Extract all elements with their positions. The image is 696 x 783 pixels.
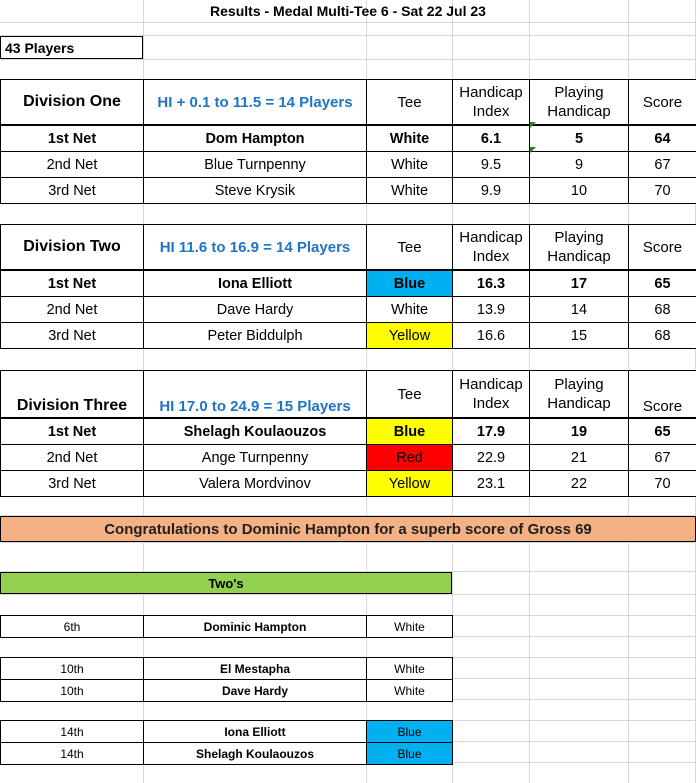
table-row <box>1 152 696 178</box>
position: 3rd Net <box>1 471 144 497</box>
score: 68 <box>629 323 696 349</box>
player-name: Dominic Hampton <box>144 616 367 638</box>
col-playing-handicap: Playing Handicap <box>530 225 629 271</box>
list-item <box>1 616 453 638</box>
score: 70 <box>629 471 696 497</box>
handicap-index: 9.9 <box>453 178 530 204</box>
tee: White <box>367 125 453 152</box>
col-playing-handicap: Playing Handicap <box>530 371 629 419</box>
col-tee: Tee <box>367 371 453 419</box>
col-handicap-index: Handicap Index <box>453 80 530 126</box>
playing-handicap: 22 <box>530 471 629 497</box>
table-row <box>1 471 696 497</box>
handicap-index: 16.3 <box>453 270 530 297</box>
col-score: Score <box>629 80 696 126</box>
playing-handicap: 21 <box>530 445 629 471</box>
players-count: 43 Players <box>0 36 143 59</box>
player-name: Steve Krysik <box>144 178 367 204</box>
table-row <box>1 125 696 152</box>
hole: 10th <box>1 680 144 702</box>
table-row <box>1 418 696 445</box>
tee: Blue <box>367 270 453 297</box>
cell-comment-marker <box>530 147 536 153</box>
list-item <box>1 658 453 680</box>
handicap-index: 16.6 <box>453 323 530 349</box>
col-score: Score <box>629 225 696 271</box>
hole: 14th <box>1 721 144 743</box>
position: 3rd Net <box>1 323 144 349</box>
score: 68 <box>629 297 696 323</box>
score: 67 <box>629 152 696 178</box>
player-name: Iona Elliott <box>144 721 367 743</box>
col-tee: Tee <box>367 80 453 126</box>
score: 65 <box>629 418 696 445</box>
division-one-table <box>0 79 696 204</box>
division-name: Division Two <box>1 225 144 271</box>
tee: White <box>367 616 453 638</box>
tee: Blue <box>367 418 453 445</box>
cell-comment-marker <box>530 122 536 128</box>
tee: Blue <box>367 743 453 765</box>
twos-heading: Two's <box>0 572 452 594</box>
hole: 6th <box>1 616 144 638</box>
division-range: HI 11.6 to 16.9 = 14 Players <box>144 225 367 271</box>
col-handicap-index: Handicap Index <box>453 225 530 271</box>
position: 1st Net <box>1 270 144 297</box>
congratulations-banner: Congratulations to Dominic Hampton for a superb score of Gross 69 <box>0 516 696 542</box>
player-name: El Mestapha <box>144 658 367 680</box>
playing-handicap: 19 <box>530 418 629 445</box>
tee: Yellow <box>367 471 453 497</box>
division-name: Division Three <box>1 371 144 419</box>
col-handicap-index: Handicap Index <box>453 371 530 419</box>
division-two-table <box>0 224 696 349</box>
player-name: Blue Turnpenny <box>144 152 367 178</box>
player-name: Peter Biddulph <box>144 323 367 349</box>
handicap-index: 13.9 <box>453 297 530 323</box>
player-name: Shelagh Koulaouzos <box>144 418 367 445</box>
twos-group-3 <box>0 720 453 765</box>
tee: White <box>367 178 453 204</box>
player-name: Iona Elliott <box>144 270 367 297</box>
division-name: Division One <box>1 80 144 126</box>
list-item <box>1 721 453 743</box>
position: 2nd Net <box>1 297 144 323</box>
handicap-index: 6.1 <box>453 125 530 152</box>
score: 64 <box>629 125 696 152</box>
twos-group-2 <box>0 657 453 702</box>
list-item <box>1 743 453 765</box>
tee: Red <box>367 445 453 471</box>
tee: White <box>367 152 453 178</box>
handicap-index: 23.1 <box>453 471 530 497</box>
col-playing-handicap: Playing Handicap <box>530 80 629 126</box>
score: 67 <box>629 445 696 471</box>
tee: White <box>367 297 453 323</box>
player-name: Dom Hampton <box>144 125 367 152</box>
position: 3rd Net <box>1 178 144 204</box>
col-score: Score <box>629 371 696 419</box>
playing-handicap: 5 <box>530 125 629 152</box>
player-name: Valera Mordvinov <box>144 471 367 497</box>
score: 70 <box>629 178 696 204</box>
table-row <box>1 445 696 471</box>
division-header-row <box>1 225 696 271</box>
player-name: Shelagh Koulaouzos <box>144 743 367 765</box>
table-row <box>1 297 696 323</box>
player-name: Ange Turnpenny <box>144 445 367 471</box>
playing-handicap: 10 <box>530 178 629 204</box>
player-name: Dave Hardy <box>144 297 367 323</box>
division-range: HI + 0.1 to 11.5 = 14 Players <box>144 80 367 126</box>
tee: White <box>367 658 453 680</box>
table-row <box>1 178 696 204</box>
position: 1st Net <box>1 125 144 152</box>
playing-handicap: 15 <box>530 323 629 349</box>
tee: White <box>367 680 453 702</box>
handicap-index: 22.9 <box>453 445 530 471</box>
handicap-index: 9.5 <box>453 152 530 178</box>
position: 1st Net <box>1 418 144 445</box>
division-header-row <box>1 371 696 419</box>
twos-group-1 <box>0 615 453 638</box>
division-range: HI 17.0 to 24.9 = 15 Players <box>144 371 367 419</box>
sheet-title: Results - Medal Multi-Tee 6 - Sat 22 Jul 23 <box>210 3 486 19</box>
list-item <box>1 680 453 702</box>
table-row <box>1 323 696 349</box>
playing-handicap: 9 <box>530 152 629 178</box>
position: 2nd Net <box>1 445 144 471</box>
hole: 14th <box>1 743 144 765</box>
score: 65 <box>629 270 696 297</box>
playing-handicap: 17 <box>530 270 629 297</box>
col-tee: Tee <box>367 225 453 271</box>
handicap-index: 17.9 <box>453 418 530 445</box>
table-row <box>1 270 696 297</box>
position: 2nd Net <box>1 152 144 178</box>
tee: Yellow <box>367 323 453 349</box>
hole: 10th <box>1 658 144 680</box>
tee: Blue <box>367 721 453 743</box>
division-three-table <box>0 370 696 497</box>
playing-handicap: 14 <box>530 297 629 323</box>
division-header-row <box>1 80 696 126</box>
player-name: Dave Hardy <box>144 680 367 702</box>
